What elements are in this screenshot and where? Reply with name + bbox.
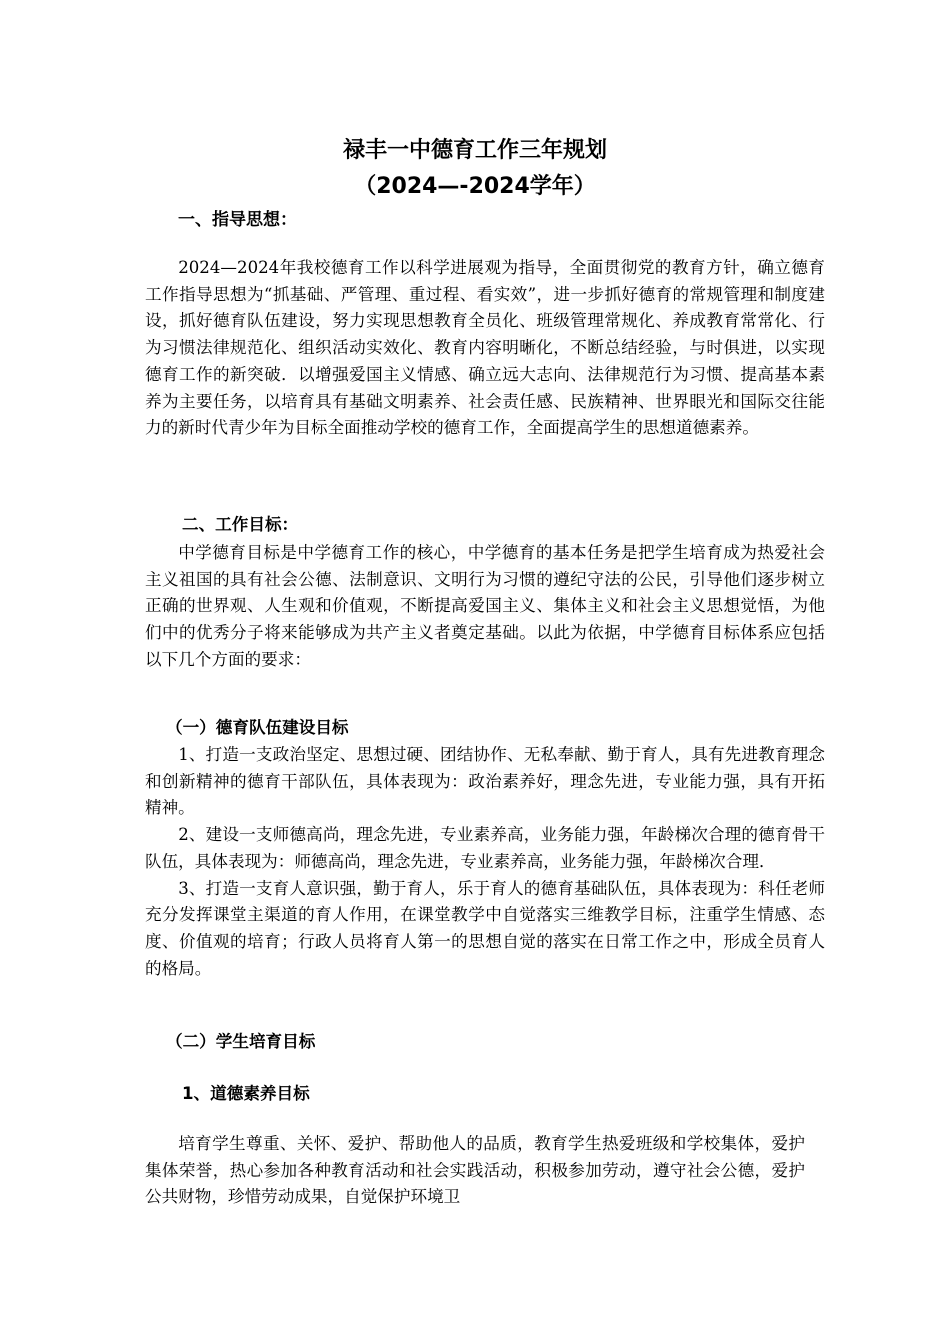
sub1-item-2: 2、建设一支师德高尚，理念先进，专业素养高，业务能力强，年龄梯次合理的德育骨干队伍，具体表现为：师德高尚，理念先进，专业素养高，业务能力强，年龄梯次合理． bbox=[145, 825, 825, 871]
sub2-item-heading: 1、道德素养目标 bbox=[182, 1084, 310, 1103]
section1-heading: 一、指导思想： bbox=[178, 210, 297, 230]
sub2-heading: （二）学生培育目标 bbox=[166, 1032, 316, 1051]
section2-heading: 二、工作目标： bbox=[182, 515, 299, 534]
section1-body bbox=[145, 255, 825, 442]
sub1-body bbox=[145, 742, 825, 982]
sub1-item-1: 1、打造一支政治坚定、思想过硬、团结协作、无私奉献、勤于育人，具有先进教育理念和创新精神的德育干部队伍，具体表现为：政治素养好，理念先进，专业能力强，具有开拓精神。 bbox=[145, 745, 825, 818]
sub2-paragraph: 培育学生尊重、关怀、爱护、帮助他人的品质，教育学生热爱班级和学校集体，爱护集体荣誉，热心参加各种教育活动和社会实践活动，积极参加劳动，遵守社会公德，爱护公共财物，珍惜劳动成果，自觉保护环境卫 bbox=[145, 1134, 805, 1207]
section2-body bbox=[145, 540, 825, 674]
doc-title: 禄丰一中德育工作三年规划 bbox=[342, 138, 607, 163]
section2-paragraph: 中学德育目标是中学德育工作的核心，中学德育的基本任务是把学生培育成为热爱社会主义祖国的具有社会公德、法制意识、文明行为习惯的遵纪守法的公民，引导他们逐步树立正确的世界观、人生观和价值观，不断提高爱国主义、集体主义和社会主义思想觉悟，为他们中的优秀分子将来能够成为共产主义者奠定基础。以此为依据，中学德育目标体系应包括以下几个方面的要求： bbox=[145, 543, 825, 669]
section1-paragraph: 2024—2024年我校德育工作以科学进展观为指导，全面贯彻党的教育方针，确立德育工作指导思想为“抓基础、严管理、重过程、看实效”，进一步抓好德育的常规管理和制度建设，抓好德育队伍建设，努力实现思想教育全员化、班级管理常规化、养成教育常常化、行为习惯法律规范化、组织活动实效化、教育内容明晰化，不断总结经验，与时俱进，以实现德育工作的新突破．以增强爱国主义情感、确立远大志向、法律规范行为习惯、提高基本素养为主要任务，以培育具有基础文明素养、社会责任感、民族精神、世界眼光和国际交往能力的新时代青少年为目标全面推动学校的德育工作，全面提高学生的思想道德素养。 bbox=[145, 258, 825, 438]
sub1-heading: （一）德育队伍建设目标 bbox=[166, 718, 349, 737]
doc-subtitle: （2024—-2024学年） bbox=[354, 174, 596, 199]
sub2-body bbox=[145, 1131, 805, 1211]
sub1-item-3: 3、打造一支育人意识强，勤于育人，乐于育人的德育基础队伍，具体表现为：科任老师充分发挥课堂主渠道的育人作用，在课堂教学中自觉落实三维教学目标，注重学生情感、态度、价值观的培育；行政人员将育人第一的思想自觉的落实在日常工作之中，形成全员育人的格局。 bbox=[145, 878, 825, 978]
